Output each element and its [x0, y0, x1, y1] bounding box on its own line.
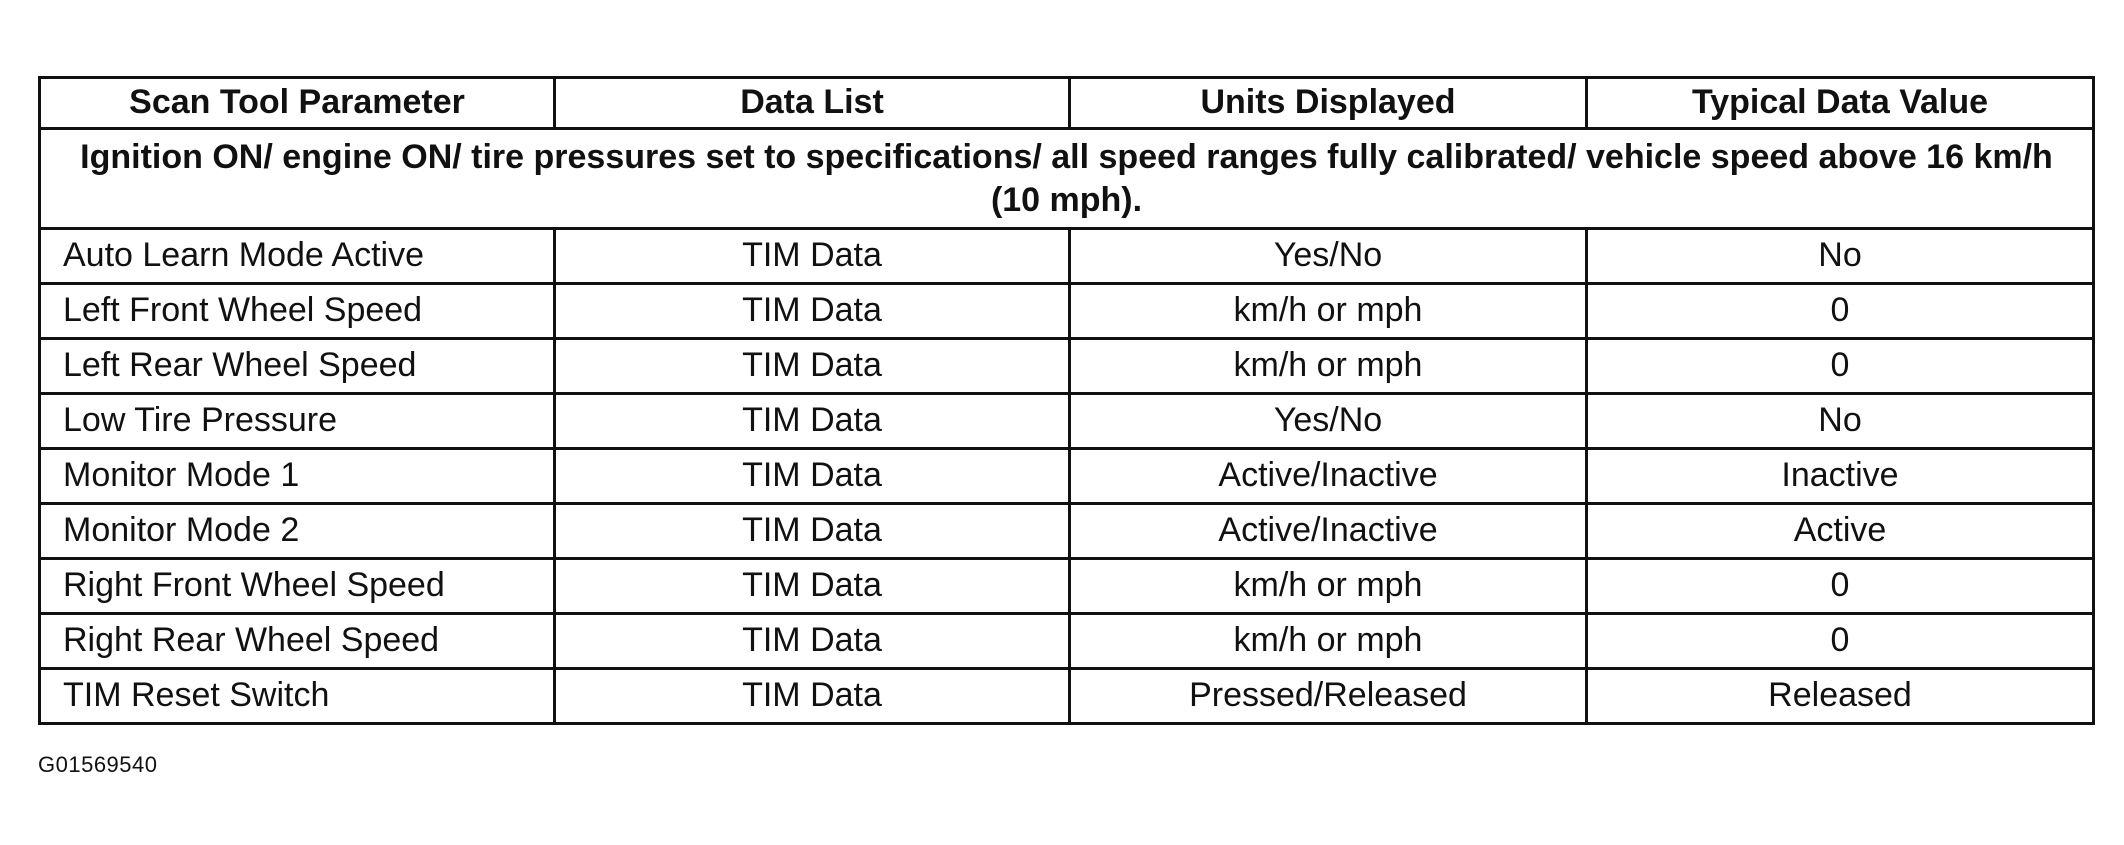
- table-row: [40, 229, 2094, 284]
- units-cell: km/h or mph: [1070, 614, 1587, 669]
- table-row: [40, 339, 2094, 394]
- scan-tool-data-table: [38, 76, 2095, 725]
- header-typical-data-value: Typical Data Value: [1587, 78, 2094, 129]
- table-row: [40, 284, 2094, 339]
- test-condition-text: Ignition ON/ engine ON/ tire pressures set to specifications/ all speed ranges fully calibrated/ vehicle speed above 16 km/h (10 mph).: [40, 129, 2094, 229]
- data-list-cell: TIM Data: [555, 504, 1070, 559]
- units-cell: Active/Inactive: [1070, 449, 1587, 504]
- table-row: [40, 669, 2094, 724]
- data-list-cell: TIM Data: [555, 284, 1070, 339]
- units-cell: Yes/No: [1070, 229, 1587, 284]
- typical-value-cell: No: [1587, 229, 2094, 284]
- header-scan-tool-parameter: Scan Tool Parameter: [40, 78, 555, 129]
- typical-value-cell: 0: [1587, 559, 2094, 614]
- typical-value-cell: 0: [1587, 284, 2094, 339]
- table-header-row: [40, 78, 2094, 129]
- table-row: [40, 614, 2094, 669]
- header-data-list: Data List: [555, 78, 1070, 129]
- parameter-cell: Right Front Wheel Speed: [40, 559, 555, 614]
- table-row: [40, 394, 2094, 449]
- units-cell: km/h or mph: [1070, 284, 1587, 339]
- table-row: [40, 449, 2094, 504]
- data-list-cell: TIM Data: [555, 669, 1070, 724]
- data-list-cell: TIM Data: [555, 559, 1070, 614]
- data-list-cell: TIM Data: [555, 449, 1070, 504]
- units-cell: Pressed/Released: [1070, 669, 1587, 724]
- typical-value-cell: No: [1587, 394, 2094, 449]
- data-list-cell: TIM Data: [555, 394, 1070, 449]
- data-list-cell: TIM Data: [555, 229, 1070, 284]
- parameter-cell: Low Tire Pressure: [40, 394, 555, 449]
- typical-value-cell: 0: [1587, 614, 2094, 669]
- units-cell: Yes/No: [1070, 394, 1587, 449]
- typical-value-cell: 0: [1587, 339, 2094, 394]
- data-list-cell: TIM Data: [555, 339, 1070, 394]
- units-cell: km/h or mph: [1070, 339, 1587, 394]
- typical-value-cell: Inactive: [1587, 449, 2094, 504]
- parameter-cell: Right Rear Wheel Speed: [40, 614, 555, 669]
- typical-value-cell: Released: [1587, 669, 2094, 724]
- units-cell: km/h or mph: [1070, 559, 1587, 614]
- parameter-cell: Auto Learn Mode Active: [40, 229, 555, 284]
- units-cell: Active/Inactive: [1070, 504, 1587, 559]
- typical-value-cell: Active: [1587, 504, 2094, 559]
- condition-row: [40, 129, 2094, 229]
- parameter-cell: Left Rear Wheel Speed: [40, 339, 555, 394]
- data-list-cell: TIM Data: [555, 614, 1070, 669]
- table-row: [40, 559, 2094, 614]
- parameter-cell: Left Front Wheel Speed: [40, 284, 555, 339]
- header-units-displayed: Units Displayed: [1070, 78, 1587, 129]
- figure-id-label: G01569540: [38, 752, 158, 777]
- table-row: [40, 504, 2094, 559]
- parameter-cell: Monitor Mode 1: [40, 449, 555, 504]
- parameter-cell: TIM Reset Switch: [40, 669, 555, 724]
- parameter-cell: Monitor Mode 2: [40, 504, 555, 559]
